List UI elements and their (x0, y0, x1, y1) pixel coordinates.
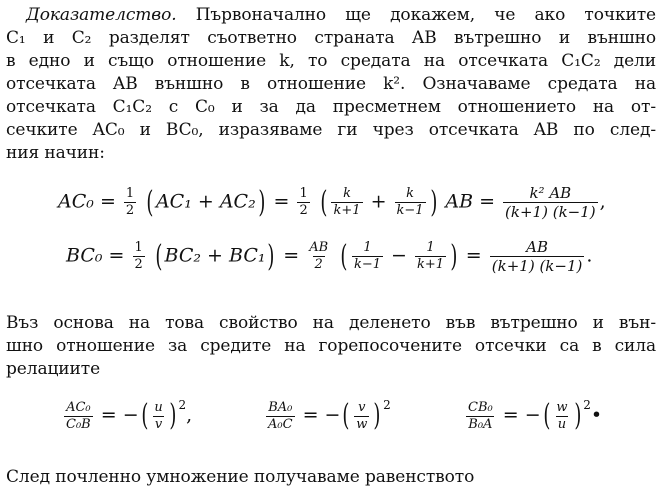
fraction: $\frac{1}{k-1}$ (353, 240, 381, 272)
text-line: отсечката AB външно в отношение k². Означаваме средата на (6, 74, 656, 94)
fraction: $\frac{\text{AC₀}}{\text{C₀B}}$ (66, 399, 91, 432)
fraction: $\frac{1}{2}$ (125, 186, 135, 218)
relation-3: $\frac{\text{CB₀}}{\text{B₀A}}$ = −( $\frac{w}{u}$ ) $^2$• (468, 398, 603, 433)
fraction: $\frac{\text{CB₀}}{\text{B₀A}}$ (468, 399, 493, 432)
proof-lead: Доказателство. (26, 5, 177, 25)
relation-1: $\frac{\text{AC₀}}{\text{C₀B}}$ = −( $\frac{u}{v}$ ) $^2$, (66, 398, 193, 433)
text-line: C₁ и C₂ разделят съответно страната AB вътрешно и външно (6, 28, 656, 48)
text-line: Въз основа на това свойство на деленето във вътрешно и вън- (6, 313, 656, 333)
text-line: отсечката C₁C₂ с C₀ и за да пресметнем отношението на от- (6, 97, 656, 117)
fraction: $\frac{1}{k+1}$ (416, 240, 445, 272)
text-line: релациите (6, 359, 101, 379)
fraction: $\frac{u}{v}$ (154, 399, 163, 432)
text-line: След почленно умножение получаваме равенството (6, 467, 475, 487)
equation-ac0: AC₀ = $\frac{1}{2}$ ( AC₁ + AC₂) = $\frac{1}{2}$ ( $\frac{k}{k+1}$ + $\frac{k}{k-1}$ ) AB = $\frac{\text{k² AB}}{(k+1) (k-1)}$ , (58, 184, 606, 221)
fraction: $\frac{\text{BA₀}}{\text{A₀C}}$ (268, 399, 293, 432)
text-line: Доказателство. Първоначално ще докажем, че ако точките (26, 5, 656, 25)
relation-2: $\frac{\text{BA₀}}{\text{A₀C}}$ = −( $\frac{v}{w}$ ) $^2$ (268, 398, 391, 433)
fraction: $\frac{1}{2}$ (134, 240, 143, 272)
fraction: $\frac{w}{u}$ (556, 399, 568, 432)
fraction: $\frac{k}{k-1}$ (396, 186, 424, 218)
fraction: $\frac{v}{w}$ (356, 399, 368, 432)
text-line: в едно и също отношение k, то средата на отсечката C₁C₂ дели (6, 51, 656, 71)
text-line: шно отношение за средите на горепосочените отсечки са в сила (6, 336, 656, 356)
fraction: $\frac{\text{k² AB}}{(k+1) (k-1)}$ (505, 184, 596, 221)
fraction: $\frac{AB}{2}$ (309, 240, 329, 272)
fraction: $\frac{AB}{(k+1) (k-1)}$ (491, 238, 583, 275)
fraction: $\frac{1}{2}$ (299, 186, 308, 218)
fraction: $\frac{k}{k+1}$ (333, 186, 361, 218)
text-line: ния начин: (6, 143, 105, 163)
text-line: сечките AC₀ и BC₀, изразяваме ги чрез отсечката AB по след- (6, 120, 656, 140)
equation-bc0: BC₀ = $\frac{1}{2}$ ( BC₂ + BC₁) = $\frac{AB}{2}$ ( $\frac{1}{k-1}$ − $\frac{1}{k+1}$ ) = $\frac{AB}{(k+1) (k-1)}$ . (66, 238, 593, 275)
